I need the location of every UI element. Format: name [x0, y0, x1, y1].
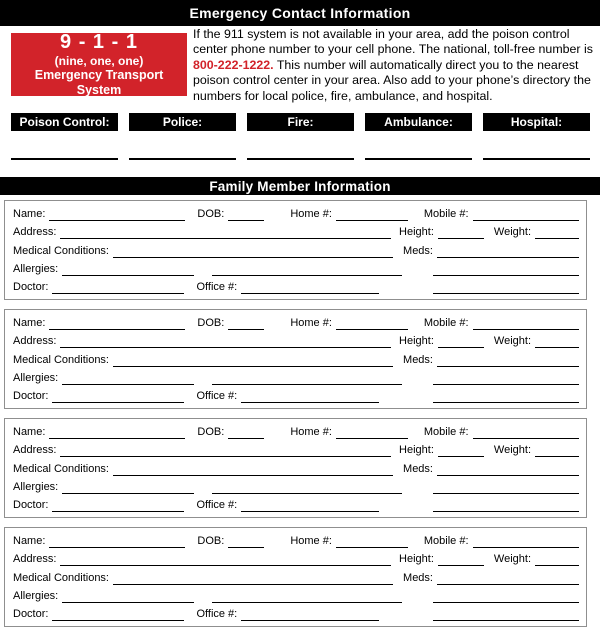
- member-row-doctor: [13, 495, 579, 512]
- meds-write-line[interactable]: [437, 463, 579, 476]
- office-phone-label: Office #:: [196, 499, 238, 511]
- member-row-allergies: [13, 477, 579, 494]
- office-phone-write-line[interactable]: [241, 608, 379, 621]
- height-write-line[interactable]: [438, 335, 484, 348]
- height-label: Height:: [399, 335, 434, 348]
- address-label: Address:: [13, 444, 57, 457]
- name-label: Name:: [13, 426, 46, 438]
- meds-extra-write-line-1[interactable]: [433, 590, 579, 603]
- member-row-medical: [13, 459, 579, 476]
- family-member-card: [4, 200, 587, 300]
- home-phone-write-line[interactable]: [336, 208, 408, 221]
- mobile-phone-label: Mobile #:: [423, 426, 469, 438]
- name-write-line[interactable]: [49, 426, 185, 439]
- height-label: Height:: [399, 553, 434, 566]
- medical-conditions-label: Medical Conditions:: [13, 571, 109, 584]
- office-phone-label: Office #:: [196, 390, 238, 402]
- height-write-line[interactable]: [438, 444, 484, 457]
- doctor-label: Doctor:: [13, 608, 49, 620]
- meds-extra-write-line-1[interactable]: [433, 263, 579, 276]
- height-label: Height:: [399, 226, 434, 239]
- height-write-line[interactable]: [438, 553, 484, 566]
- member-row-address: [13, 331, 579, 348]
- member-row-name: [13, 422, 579, 439]
- home-phone-label: Home #:: [290, 426, 332, 438]
- meds-extra-write-line-2[interactable]: [433, 608, 579, 621]
- 911-callout-box: [11, 33, 187, 96]
- meds-extra-write-line-1[interactable]: [433, 372, 579, 385]
- doctor-label: Doctor:: [13, 281, 49, 293]
- home-phone-label: Home #:: [290, 208, 332, 220]
- meds-write-line[interactable]: [437, 572, 579, 585]
- member-row-address: [13, 440, 579, 457]
- office-phone-write-line[interactable]: [241, 390, 379, 403]
- intro-text-before: If the 911 system is not available in your area, add the poison control center phone number to your cell phone. The national, toll-free number is: [193, 27, 593, 57]
- mobile-phone-write-line[interactable]: [473, 317, 579, 330]
- poison-control-write-line[interactable]: [11, 143, 118, 160]
- member-row-doctor: [13, 604, 579, 621]
- member-row-doctor: [13, 277, 579, 294]
- allergies-label: Allergies:: [13, 262, 59, 275]
- member-row-name: [13, 531, 579, 548]
- member-row-medical: [13, 568, 579, 585]
- weight-label: Weight:: [493, 444, 531, 457]
- family-members-list: [4, 200, 587, 636]
- name-label: Name:: [13, 208, 46, 220]
- allergies-write-line[interactable]: [62, 481, 194, 494]
- meds-extra-write-line-2[interactable]: [433, 499, 579, 512]
- family-member-card: [4, 418, 587, 518]
- dob-label: DOB:: [197, 426, 225, 438]
- meds-label: Meds:: [403, 571, 433, 584]
- weight-write-line[interactable]: [535, 444, 579, 457]
- weight-write-line[interactable]: [535, 226, 579, 239]
- office-phone-label: Office #:: [196, 281, 238, 293]
- dob-write-line[interactable]: [228, 208, 264, 221]
- contact-label-fire: Fire:: [247, 113, 354, 131]
- allergies-extra-write-line[interactable]: [212, 481, 402, 494]
- contact-label-ambulance: Ambulance:: [365, 113, 472, 131]
- name-label: Name:: [13, 317, 46, 329]
- meds-write-line[interactable]: [437, 354, 579, 367]
- member-row-name: [13, 204, 579, 221]
- weight-label: Weight:: [493, 335, 531, 348]
- name-label: Name:: [13, 535, 46, 547]
- address-write-line[interactable]: [60, 335, 391, 348]
- address-label: Address:: [13, 335, 57, 348]
- fire-write-line[interactable]: [247, 143, 354, 160]
- member-row-allergies: [13, 586, 579, 603]
- family-member-card: [4, 309, 587, 409]
- office-phone-write-line[interactable]: [241, 281, 379, 294]
- mobile-phone-label: Mobile #:: [423, 535, 469, 547]
- doctor-label: Doctor:: [13, 390, 49, 402]
- medical-conditions-write-line[interactable]: [113, 463, 393, 476]
- weight-write-line[interactable]: [535, 335, 579, 348]
- ambulance-write-line[interactable]: [365, 143, 472, 160]
- address-write-line[interactable]: [60, 444, 391, 457]
- name-write-line[interactable]: [49, 535, 185, 548]
- 911-number: 9 - 1 - 1: [60, 31, 138, 53]
- address-label: Address:: [13, 226, 57, 239]
- address-write-line[interactable]: [60, 226, 391, 239]
- dob-label: DOB:: [197, 208, 225, 220]
- hospital-write-line[interactable]: [483, 143, 590, 160]
- medical-conditions-write-line[interactable]: [113, 354, 393, 367]
- allergies-label: Allergies:: [13, 371, 59, 384]
- meds-label: Meds:: [403, 244, 433, 257]
- doctor-label: Doctor:: [13, 499, 49, 511]
- doctor-write-line[interactable]: [52, 499, 184, 512]
- family-section-title: Family Member Information: [0, 177, 600, 195]
- 911-words: (nine, one, one): [54, 54, 144, 68]
- weight-label: Weight:: [493, 226, 531, 239]
- doctor-write-line[interactable]: [52, 608, 184, 621]
- mobile-phone-label: Mobile #:: [423, 208, 469, 220]
- page-title: Emergency Contact Information: [0, 0, 600, 26]
- allergies-write-line[interactable]: [62, 372, 194, 385]
- 911-system-name: Emergency Transport System: [34, 68, 164, 97]
- meds-extra-write-line-2[interactable]: [433, 390, 579, 403]
- medical-conditions-label: Medical Conditions:: [13, 462, 109, 475]
- name-write-line[interactable]: [49, 208, 185, 221]
- home-phone-write-line[interactable]: [336, 426, 408, 439]
- height-label: Height:: [399, 444, 434, 457]
- family-member-card: [4, 527, 587, 627]
- intro-paragraph: [193, 27, 598, 104]
- address-label: Address:: [13, 553, 57, 566]
- doctor-write-line[interactable]: [52, 390, 184, 403]
- home-phone-label: Home #:: [290, 535, 332, 547]
- allergies-label: Allergies:: [13, 480, 59, 493]
- member-row-allergies: [13, 368, 579, 385]
- allergies-write-line[interactable]: [62, 263, 194, 276]
- height-write-line[interactable]: [438, 226, 484, 239]
- member-row-doctor: [13, 386, 579, 403]
- home-phone-label: Home #:: [290, 317, 332, 329]
- mobile-phone-write-line[interactable]: [473, 535, 579, 548]
- allergies-label: Allergies:: [13, 589, 59, 602]
- dob-label: DOB:: [197, 535, 225, 547]
- name-write-line[interactable]: [49, 317, 185, 330]
- allergies-extra-write-line[interactable]: [212, 590, 402, 603]
- contact-write-lines-row: [11, 143, 590, 160]
- doctor-write-line[interactable]: [52, 281, 184, 294]
- contact-label-poison-control: Poison Control:: [11, 113, 118, 131]
- medical-conditions-write-line[interactable]: [113, 572, 393, 585]
- allergies-write-line[interactable]: [62, 590, 194, 603]
- member-row-name: [13, 313, 579, 330]
- weight-write-line[interactable]: [535, 553, 579, 566]
- contact-label-police: Police:: [129, 113, 236, 131]
- member-row-address: [13, 222, 579, 239]
- mobile-phone-write-line[interactable]: [473, 208, 579, 221]
- contact-label-hospital: Hospital:: [483, 113, 590, 131]
- dob-write-line[interactable]: [228, 426, 264, 439]
- office-phone-label: Office #:: [196, 608, 238, 620]
- meds-write-line[interactable]: [437, 245, 579, 258]
- dob-write-line[interactable]: [228, 535, 264, 548]
- police-write-line[interactable]: [129, 143, 236, 160]
- meds-extra-write-line-2[interactable]: [433, 281, 579, 294]
- member-row-medical: [13, 241, 579, 258]
- medical-conditions-write-line[interactable]: [113, 245, 393, 258]
- home-phone-write-line[interactable]: [336, 317, 408, 330]
- allergies-extra-write-line[interactable]: [212, 372, 402, 385]
- meds-label: Meds:: [403, 353, 433, 366]
- intro-text-after: This number will automatically direct you to the nearest poison control center in your area. Also add to your phone’s directory the numbers for local police, fire, ambulance, and hospital.: [193, 57, 591, 103]
- allergies-extra-write-line[interactable]: [212, 263, 402, 276]
- mobile-phone-write-line[interactable]: [473, 426, 579, 439]
- poison-control-phone-number: 800-222-1222.: [193, 57, 274, 72]
- member-row-medical: [13, 350, 579, 367]
- contact-labels-row: [11, 113, 590, 131]
- dob-write-line[interactable]: [228, 317, 264, 330]
- weight-label: Weight:: [493, 553, 531, 566]
- meds-extra-write-line-1[interactable]: [433, 481, 579, 494]
- home-phone-write-line[interactable]: [336, 535, 408, 548]
- meds-label: Meds:: [403, 462, 433, 475]
- member-row-address: [13, 549, 579, 566]
- address-write-line[interactable]: [60, 553, 391, 566]
- mobile-phone-label: Mobile #:: [423, 317, 469, 329]
- dob-label: DOB:: [197, 317, 225, 329]
- medical-conditions-label: Medical Conditions:: [13, 244, 109, 257]
- medical-conditions-label: Medical Conditions:: [13, 353, 109, 366]
- office-phone-write-line[interactable]: [241, 499, 379, 512]
- member-row-allergies: [13, 259, 579, 276]
